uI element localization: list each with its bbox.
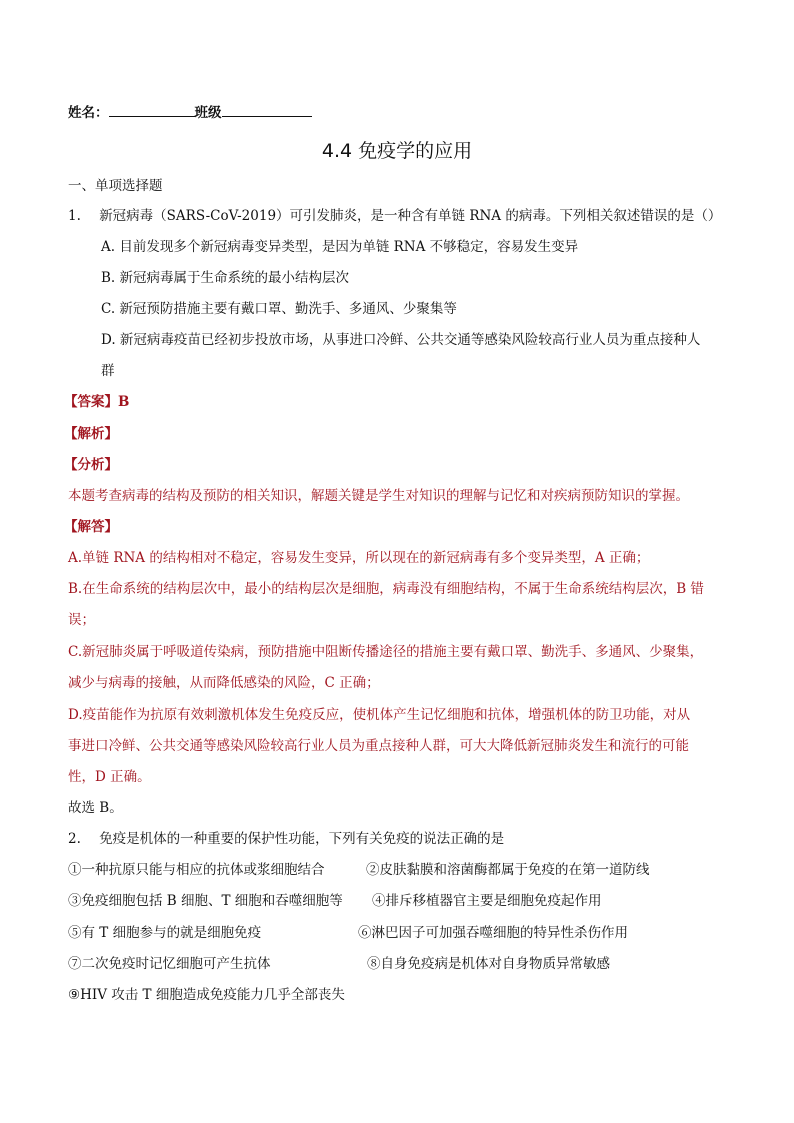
statement-1: ①一种抗原只能与相应的抗体或浆细胞结合 xyxy=(68,862,325,878)
question-text: 新冠病毒（SARS-CoV-2019）可引发肺炎，是一种含有单链 RNA 的病毒。下列相关叙述错误的是（） xyxy=(99,208,722,224)
option-d: D. 新冠病毒疫苗已经初步投放市场，从事进口冷鲜、公共交通等感染风险较高行业人员为重点接种人 xyxy=(101,332,701,348)
fenxi-heading: 【分析】 xyxy=(64,457,118,473)
question-text: 免疫是机体的一种重要的保护性功能，下列有关免疫的说法正确的是 xyxy=(99,831,505,847)
jieda-line: 减少与病毒的接触，从而降低感染的风险，C 正确； xyxy=(68,675,380,691)
statement-8: ⑧自身免疫病是机体对自身物质异常敏感 xyxy=(367,956,610,972)
statement-6: ⑥淋巴因子可加强吞噬细胞的特异性杀伤作用 xyxy=(358,925,628,941)
option-d-continuation: 群 xyxy=(101,363,115,379)
statement-9: ⑨HIV 攻击 T 细胞造成免疫能力几乎全部丧失 xyxy=(68,987,345,1003)
question-2-stem xyxy=(68,830,504,848)
page-title: 4.4 免疫学的应用 xyxy=(321,140,473,162)
jieda-line: 性，D 正确。 xyxy=(68,769,151,785)
conclusion: 故选 B。 xyxy=(68,800,123,816)
student-info-line xyxy=(68,102,312,122)
name-blank[interactable] xyxy=(109,102,195,117)
class-label: 班级 xyxy=(194,105,222,121)
statement-7: ⑦二次免疫时记忆细胞可产生抗体 xyxy=(68,956,271,972)
statement-5: ⑤有 T 细胞参与的就是细胞免疫 xyxy=(68,925,262,941)
jieda-line: A.单链 RNA 的结构相对不稳定，容易发生变异，所以现在的新冠病毒有多个变异类型，A 正确； xyxy=(68,550,650,566)
jieda-line: 事进口冷鲜、公共交通等感染风险较高行业人员为重点接种人群，可大大降低新冠肺炎发生和流行的可能 xyxy=(68,738,689,754)
class-blank[interactable] xyxy=(222,102,312,117)
option-a: A. 目前发现多个新冠病毒变异类型，是因为单链 RNA 不够稳定，容易发生变异 xyxy=(101,239,579,255)
jieda-line: D.疫苗能作为抗原有效刺激机体发生免疫反应，使机体产生记忆细胞和抗体，增强机体的防卫功能，对从 xyxy=(68,707,691,723)
section-heading: 一、单项选择题 xyxy=(68,178,163,194)
jieda-heading: 【解答】 xyxy=(64,519,118,535)
option-b: B. 新冠病毒属于生命系统的最小结构层次 xyxy=(101,270,350,286)
jieda-line: B.在生命系统的结构层次中，最小的结构层次是细胞，病毒没有细胞结构，不属于生命系统结构层次，B 错 xyxy=(68,581,704,597)
statement-3: ③免疫细胞包括 B 细胞、T 细胞和吞噬细胞等 xyxy=(68,893,343,909)
question-1-stem xyxy=(68,207,721,225)
analysis-heading: 【解析】 xyxy=(64,426,118,442)
statement-4: ④排斥移植器官主要是细胞免疫起作用 xyxy=(372,893,602,909)
jieda-line: 误； xyxy=(68,612,95,628)
question-number: 2. xyxy=(68,831,81,847)
statement-2: ②皮肤黏膜和溶菌酶都属于免疫的在第一道防线 xyxy=(366,862,650,878)
jieda-line: C.新冠肺炎属于呼吸道传染病，预防措施中阻断传播途径的措施主要有戴口罩、勤洗手、多通风、少聚集， xyxy=(68,644,704,660)
question-number: 1. xyxy=(68,208,81,224)
name-label: 姓名： xyxy=(68,105,109,121)
answer-label: 【答案】B xyxy=(64,394,130,410)
option-c: C. 新冠预防措施主要有戴口罩、勤洗手、多通风、少聚集等 xyxy=(101,301,457,317)
fenxi-text: 本题考查病毒的结构及预防的相关知识，解题关键是学生对知识的理解与记忆和对疾病预防知识的掌握。 xyxy=(68,488,689,504)
